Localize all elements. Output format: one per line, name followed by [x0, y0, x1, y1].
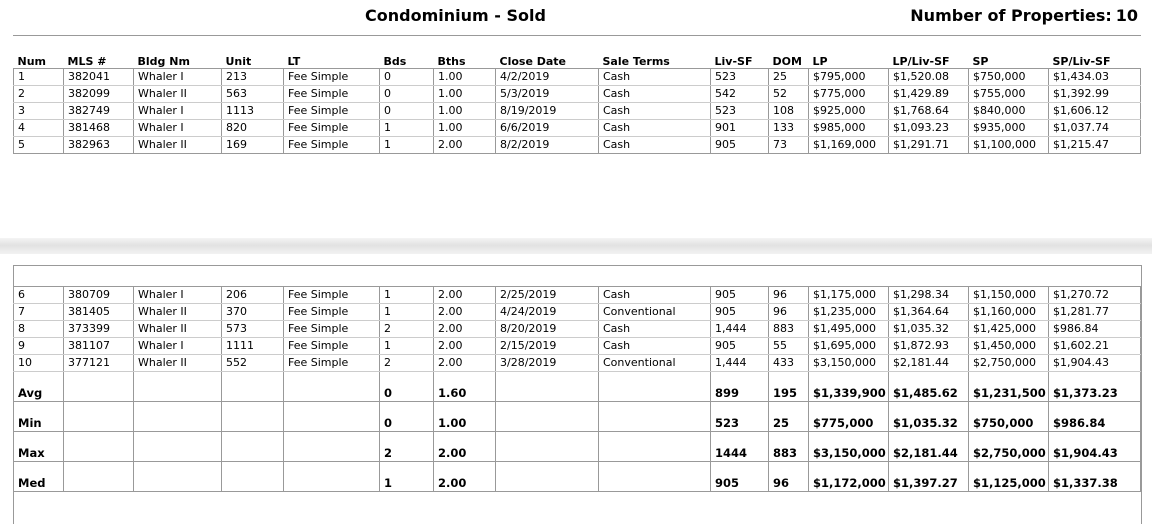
- cell-liv-sf: 905: [711, 304, 769, 321]
- summary-dom: 25: [769, 402, 809, 432]
- cell-lp: $1,235,000: [809, 304, 889, 321]
- cell-bths: 2.00: [434, 304, 496, 321]
- cell-bds: 1: [380, 120, 434, 137]
- cell-close-date: 8/20/2019: [496, 321, 599, 338]
- cell-lp-liv-sf: $1,872.93: [889, 338, 969, 355]
- cell-sp: $1,160,000: [969, 304, 1049, 321]
- cell-mls: 373399: [64, 321, 134, 338]
- cell-sp: $1,150,000: [969, 287, 1049, 304]
- cell-bds: 1: [380, 338, 434, 355]
- summary-empty-cell: [134, 462, 222, 492]
- summary-bths: 1.60: [434, 372, 496, 402]
- table-row: [14, 338, 1141, 355]
- cell-unit: 552: [222, 355, 284, 372]
- summary-lp-liv-sf: $1,485.62: [889, 372, 969, 402]
- summary-dom: 883: [769, 432, 809, 462]
- cell-num: 5: [14, 137, 64, 154]
- cell-bldg: Whaler II: [134, 321, 222, 338]
- cell-liv-sf: 1,444: [711, 321, 769, 338]
- cell-close-date: 2/25/2019: [496, 287, 599, 304]
- cell-lp-liv-sf: $1,291.71: [889, 137, 969, 154]
- cell-lp-liv-sf: $1,364.64: [889, 304, 969, 321]
- summary-empty-cell: [284, 372, 380, 402]
- column-header-liv-sf: Liv-SF: [714, 56, 753, 68]
- cell-sp-liv-sf: $1,037.74: [1049, 120, 1141, 137]
- cell-unit: 1111: [222, 338, 284, 355]
- cell-bths: 2.00: [434, 338, 496, 355]
- cell-sp-liv-sf: $1,270.72: [1049, 287, 1141, 304]
- cell-lp-liv-sf: $1,768.64: [889, 103, 969, 120]
- summary-num: Min: [14, 402, 64, 432]
- cell-lp-liv-sf: $2,181.44: [889, 355, 969, 372]
- column-header-lp-liv-sf: LP/Liv-SF: [892, 56, 950, 68]
- cell-lt: Fee Simple: [284, 304, 380, 321]
- summary-empty-cell: [496, 372, 599, 402]
- cell-bldg: Whaler I: [134, 103, 222, 120]
- cell-lp: $1,169,000: [809, 137, 889, 154]
- cell-lp-liv-sf: $1,093.23: [889, 120, 969, 137]
- column-header-dom: DOM: [772, 56, 802, 68]
- cell-sp: $935,000: [969, 120, 1049, 137]
- summary-empty-cell: [496, 462, 599, 492]
- column-header-row: [14, 56, 1141, 69]
- cell-close-date: 6/6/2019: [496, 120, 599, 137]
- table-row: [14, 86, 1141, 103]
- cell-bths: 2.00: [434, 137, 496, 154]
- cell-bds: 0: [380, 86, 434, 103]
- cell-lp: $1,175,000: [809, 287, 889, 304]
- cell-num: 3: [14, 103, 64, 120]
- summary-num: Med: [14, 462, 64, 492]
- cell-sp-liv-sf: $1,392.99: [1049, 86, 1141, 103]
- cell-num: 1: [14, 69, 64, 86]
- cell-close-date: 4/24/2019: [496, 304, 599, 321]
- cell-unit: 573: [222, 321, 284, 338]
- cell-bldg: Whaler II: [134, 304, 222, 321]
- cell-sp: $750,000: [969, 69, 1049, 86]
- summary-liv-sf: 899: [711, 372, 769, 402]
- cell-num: 6: [14, 287, 64, 304]
- cell-num: 4: [14, 120, 64, 137]
- cell-liv-sf: 1,444: [711, 355, 769, 372]
- summary-row-med: [14, 462, 1141, 492]
- cell-sale-terms: Conventional: [599, 304, 711, 321]
- summary-empty-cell: [599, 432, 711, 462]
- summary-empty-cell: [134, 432, 222, 462]
- property-count-value: 10: [1115, 6, 1138, 25]
- cell-liv-sf: 905: [711, 137, 769, 154]
- cell-num: 2: [14, 86, 64, 103]
- cell-sale-terms: Cash: [599, 137, 711, 154]
- cell-lp: $1,695,000: [809, 338, 889, 355]
- summary-empty-cell: [64, 462, 134, 492]
- summary-empty-cell: [284, 402, 380, 432]
- cell-sale-terms: Cash: [599, 120, 711, 137]
- report-title: Condominium - Sold: [365, 6, 546, 25]
- summary-lp-liv-sf: $1,397.27: [889, 462, 969, 492]
- cell-bldg: Whaler II: [134, 137, 222, 154]
- cell-lp: $3,150,000: [809, 355, 889, 372]
- summary-empty-cell: [222, 372, 284, 402]
- cell-dom: 96: [769, 287, 809, 304]
- cell-bths: 2.00: [434, 321, 496, 338]
- summary-bths: 2.00: [434, 462, 496, 492]
- cell-sp: $1,425,000: [969, 321, 1049, 338]
- cell-num: 8: [14, 321, 64, 338]
- summary-sp-liv-sf: $986.84: [1049, 402, 1141, 432]
- cell-bldg: Whaler I: [134, 287, 222, 304]
- cell-num: 7: [14, 304, 64, 321]
- summary-lp: $3,150,000: [809, 432, 889, 462]
- summary-empty-cell: [599, 372, 711, 402]
- cell-dom: 25: [769, 69, 809, 86]
- column-header-num: Num: [17, 56, 46, 68]
- cell-bths: 1.00: [434, 120, 496, 137]
- cell-lt: Fee Simple: [284, 103, 380, 120]
- cell-bds: 1: [380, 287, 434, 304]
- cell-unit: 206: [222, 287, 284, 304]
- cell-bds: 1: [380, 304, 434, 321]
- cell-sp-liv-sf: $1,434.03: [1049, 69, 1141, 86]
- cell-sp-liv-sf: $1,215.47: [1049, 137, 1141, 154]
- cell-dom: 96: [769, 304, 809, 321]
- summary-bths: 1.00: [434, 402, 496, 432]
- summary-lp: $1,339,900: [809, 372, 889, 402]
- summary-empty-cell: [64, 372, 134, 402]
- cell-sale-terms: Cash: [599, 321, 711, 338]
- cell-sale-terms: Cash: [599, 338, 711, 355]
- property-count-label: Number of Properties:: [910, 6, 1112, 25]
- cell-bths: 1.00: [434, 103, 496, 120]
- listings-table-page-1: [13, 56, 1141, 154]
- summary-empty-cell: [496, 402, 599, 432]
- cell-num: 10: [14, 355, 64, 372]
- column-header-lt: LT: [287, 56, 301, 68]
- cell-bds: 0: [380, 103, 434, 120]
- summary-dom: 195: [769, 372, 809, 402]
- cell-unit: 213: [222, 69, 284, 86]
- cell-dom: 52: [769, 86, 809, 103]
- cell-close-date: 4/2/2019: [496, 69, 599, 86]
- summary-bds: 0: [380, 402, 434, 432]
- cell-sp: $755,000: [969, 86, 1049, 103]
- cell-sale-terms: Cash: [599, 103, 711, 120]
- summary-empty-cell: [222, 432, 284, 462]
- summary-empty-cell: [222, 402, 284, 432]
- cell-unit: 169: [222, 137, 284, 154]
- column-header-sp: SP: [972, 56, 989, 68]
- summary-empty-cell: [496, 432, 599, 462]
- cell-close-date: 5/3/2019: [496, 86, 599, 103]
- summary-empty-cell: [64, 402, 134, 432]
- cell-bds: 2: [380, 321, 434, 338]
- cell-sale-terms: Cash: [599, 86, 711, 103]
- cell-dom: 883: [769, 321, 809, 338]
- cell-bths: 2.00: [434, 355, 496, 372]
- table-row: [14, 137, 1141, 154]
- summary-sp: $1,125,000: [969, 462, 1049, 492]
- cell-sp-liv-sf: $986.84: [1049, 321, 1141, 338]
- cell-liv-sf: 905: [711, 287, 769, 304]
- cell-lt: Fee Simple: [284, 287, 380, 304]
- summary-dom: 96: [769, 462, 809, 492]
- summary-row-max: [14, 432, 1141, 462]
- page-separator: [0, 238, 1152, 254]
- cell-mls: 382041: [64, 69, 134, 86]
- summary-row-avg: [14, 372, 1141, 402]
- cell-dom: 55: [769, 338, 809, 355]
- summary-empty-cell: [284, 432, 380, 462]
- summary-sp-liv-sf: $1,373.23: [1049, 372, 1141, 402]
- cell-lp-liv-sf: $1,035.32: [889, 321, 969, 338]
- cell-lt: Fee Simple: [284, 355, 380, 372]
- column-header-close-date: Close Date: [499, 56, 567, 68]
- cell-lp: $1,495,000: [809, 321, 889, 338]
- summary-empty-cell: [64, 432, 134, 462]
- summary-sp: $1,231,500: [969, 372, 1049, 402]
- column-header-bldg: Bldg Nm: [137, 56, 190, 68]
- cell-unit: 563: [222, 86, 284, 103]
- table-row: [14, 304, 1141, 321]
- summary-num: Max: [14, 432, 64, 462]
- summary-empty-cell: [284, 462, 380, 492]
- column-header-mls: MLS #: [67, 56, 107, 68]
- cell-mls: 381107: [64, 338, 134, 355]
- cell-sale-terms: Conventional: [599, 355, 711, 372]
- cell-close-date: 3/28/2019: [496, 355, 599, 372]
- column-header-sp-liv-sf: SP/Liv-SF: [1052, 56, 1111, 68]
- summary-liv-sf: 905: [711, 462, 769, 492]
- cell-sp-liv-sf: $1,281.77: [1049, 304, 1141, 321]
- cell-lp: $985,000: [809, 120, 889, 137]
- cell-bldg: Whaler II: [134, 355, 222, 372]
- cell-sp-liv-sf: $1,904.43: [1049, 355, 1141, 372]
- cell-sp: $1,100,000: [969, 137, 1049, 154]
- cell-bds: 1: [380, 137, 434, 154]
- cell-close-date: 8/19/2019: [496, 103, 599, 120]
- cell-sp: $840,000: [969, 103, 1049, 120]
- summary-empty-cell: [222, 462, 284, 492]
- cell-lp: $925,000: [809, 103, 889, 120]
- cell-bldg: Whaler I: [134, 338, 222, 355]
- cell-bths: 1.00: [434, 69, 496, 86]
- cell-lp: $775,000: [809, 86, 889, 103]
- cell-lp-liv-sf: $1,520.08: [889, 69, 969, 86]
- summary-num: Avg: [14, 372, 64, 402]
- cell-dom: 133: [769, 120, 809, 137]
- cell-mls: 382963: [64, 137, 134, 154]
- cell-lt: Fee Simple: [284, 69, 380, 86]
- summary-sp-liv-sf: $1,904.43: [1049, 432, 1141, 462]
- cell-sp-liv-sf: $1,602.21: [1049, 338, 1141, 355]
- cell-sp-liv-sf: $1,606.12: [1049, 103, 1141, 120]
- summary-sp-liv-sf: $1,337.38: [1049, 462, 1141, 492]
- cell-lt: Fee Simple: [284, 86, 380, 103]
- table-row: [14, 287, 1141, 304]
- summary-bths: 2.00: [434, 432, 496, 462]
- cell-mls: 381468: [64, 120, 134, 137]
- summary-bds: 1: [380, 462, 434, 492]
- table-row: [14, 355, 1141, 372]
- cell-bldg: Whaler I: [134, 69, 222, 86]
- cell-mls: 382749: [64, 103, 134, 120]
- column-header-lp: LP: [812, 56, 828, 68]
- summary-liv-sf: 1444: [711, 432, 769, 462]
- cell-liv-sf: 523: [711, 103, 769, 120]
- summary-empty-cell: [599, 402, 711, 432]
- cell-bldg: Whaler I: [134, 120, 222, 137]
- cell-unit: 820: [222, 120, 284, 137]
- cell-close-date: 2/15/2019: [496, 338, 599, 355]
- summary-lp-liv-sf: $1,035.32: [889, 402, 969, 432]
- summary-row-min: [14, 402, 1141, 432]
- summary-empty-cell: [134, 402, 222, 432]
- column-header-sale-terms: Sale Terms: [602, 56, 670, 68]
- cell-lp-liv-sf: $1,298.34: [889, 287, 969, 304]
- cell-num: 9: [14, 338, 64, 355]
- cell-lt: Fee Simple: [284, 338, 380, 355]
- column-header-bds: Bds: [383, 56, 407, 68]
- cell-close-date: 8/2/2019: [496, 137, 599, 154]
- cell-sale-terms: Cash: [599, 69, 711, 86]
- cell-lt: Fee Simple: [284, 137, 380, 154]
- cell-dom: 433: [769, 355, 809, 372]
- summary-sp: $750,000: [969, 402, 1049, 432]
- cell-liv-sf: 542: [711, 86, 769, 103]
- summary-liv-sf: 523: [711, 402, 769, 432]
- summary-empty-cell: [599, 462, 711, 492]
- cell-liv-sf: 901: [711, 120, 769, 137]
- summary-lp: $1,172,000: [809, 462, 889, 492]
- cell-mls: 382099: [64, 86, 134, 103]
- summary-lp: $775,000: [809, 402, 889, 432]
- cell-mls: 381405: [64, 304, 134, 321]
- table-row: [14, 69, 1141, 86]
- property-count: [906, 6, 1138, 25]
- cell-unit: 1113: [222, 103, 284, 120]
- cell-lt: Fee Simple: [284, 321, 380, 338]
- cell-dom: 73: [769, 137, 809, 154]
- header-rule: [13, 35, 1141, 36]
- cell-liv-sf: 905: [711, 338, 769, 355]
- cell-lp-liv-sf: $1,429.89: [889, 86, 969, 103]
- cell-bds: 2: [380, 355, 434, 372]
- cell-sale-terms: Cash: [599, 287, 711, 304]
- cell-liv-sf: 523: [711, 69, 769, 86]
- cell-mls: 380709: [64, 287, 134, 304]
- cell-sp: $2,750,000: [969, 355, 1049, 372]
- cell-bldg: Whaler II: [134, 86, 222, 103]
- cell-lp: $795,000: [809, 69, 889, 86]
- cell-mls: 377121: [64, 355, 134, 372]
- summary-lp-liv-sf: $2,181.44: [889, 432, 969, 462]
- summary-sp: $2,750,000: [969, 432, 1049, 462]
- cell-bths: 1.00: [434, 86, 496, 103]
- cell-dom: 108: [769, 103, 809, 120]
- table-row: [14, 103, 1141, 120]
- cell-unit: 370: [222, 304, 284, 321]
- summary-bds: 0: [380, 372, 434, 402]
- column-header-unit: Unit: [225, 56, 252, 68]
- cell-bds: 0: [380, 69, 434, 86]
- cell-lt: Fee Simple: [284, 120, 380, 137]
- cell-bths: 2.00: [434, 287, 496, 304]
- cell-sp: $1,450,000: [969, 338, 1049, 355]
- table-row: [14, 120, 1141, 137]
- summary-bds: 2: [380, 432, 434, 462]
- table-row: [14, 321, 1141, 338]
- summary-empty-cell: [134, 372, 222, 402]
- column-header-bths: Bths: [437, 56, 466, 68]
- listings-table-page-2: [13, 286, 1141, 492]
